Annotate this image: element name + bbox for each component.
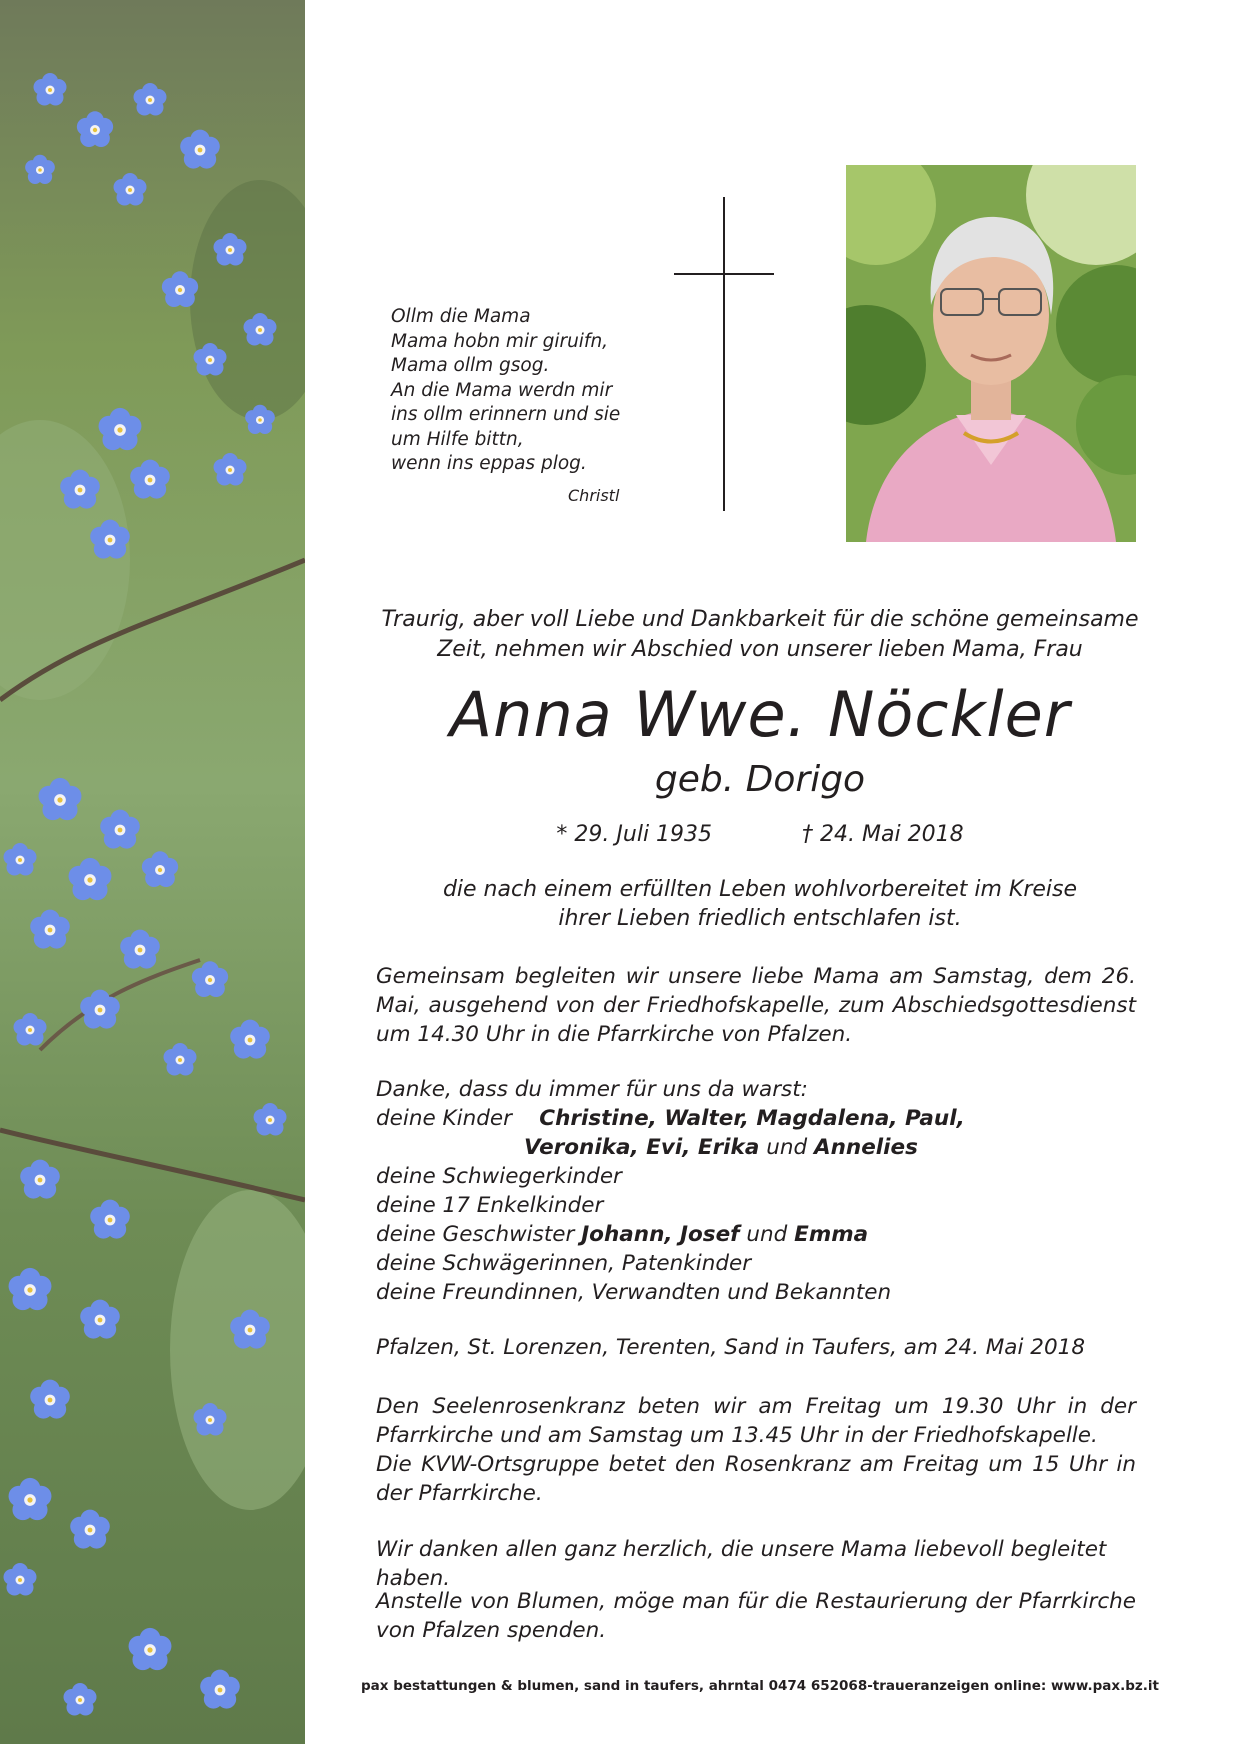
- and-word: und: [746, 1222, 788, 1247]
- mourners-list: [376, 1075, 1136, 1307]
- poem-line: um Hilfe bittn,: [391, 428, 524, 450]
- life-dates: [340, 820, 1180, 850]
- children-label: deine Kinder: [376, 1106, 512, 1131]
- peace-text: [340, 875, 1180, 933]
- poem-author: Christl: [568, 486, 620, 505]
- birth-date: * 29. Juli 1935: [556, 822, 713, 847]
- children-names: Annelies: [813, 1135, 918, 1160]
- donation-text: Anstelle von Blumen, möge man für die Restaurierung der Pfarrkirche von Pfalzen spenden.: [376, 1589, 1136, 1643]
- thanks-text: Wir danken allen ganz herzlich, die unsere Mama liebevoll begleitet haben.: [376, 1537, 1107, 1591]
- death-date: † 24. Mai 2018: [802, 822, 964, 847]
- peace-line: die nach einem erfüllten Leben wohlvorbereitet im Kreise: [442, 877, 1078, 902]
- poem-line: An die Mama werdn mir: [391, 379, 613, 401]
- poem-line: Mama hobn mir giruifn,: [391, 330, 609, 352]
- thanks-line: Danke, dass du immer für uns da warst:: [376, 1077, 808, 1102]
- sisters-in-law-line: deine Schwägerinnen, Patenkinder: [376, 1251, 752, 1276]
- in-laws-line: deine Schwiegerkinder: [376, 1164, 622, 1189]
- siblings-names: Johann, Josef: [581, 1222, 740, 1247]
- poem: [391, 305, 651, 477]
- grandchildren-line: deine 17 Enkelkinder: [376, 1193, 604, 1218]
- peace-line: ihrer Lieben friedlich entschlafen ist.: [558, 906, 962, 931]
- deceased-name: Anna Wwe. Nöckler: [449, 678, 1071, 751]
- and-word: und: [766, 1135, 808, 1160]
- rosary-paragraph: Die KVW-Ortsgruppe betet den Rosenkranz am Freitag um 15 Uhr in der Pfarrkirche.: [376, 1452, 1136, 1506]
- maiden-name: geb. Dorigo: [654, 759, 866, 800]
- siblings-line: [376, 1220, 1136, 1249]
- siblings-label: deine Geschwister: [376, 1222, 575, 1247]
- siblings-names: Emma: [794, 1222, 869, 1247]
- rosary-text: [376, 1392, 1136, 1508]
- poem-line: ins ollm erinnern und sie: [391, 404, 621, 425]
- forget-me-not-flower-image: [0, 0, 305, 1744]
- rosary-paragraph: Den Seelenrosenkranz beten wir am Freitag um 19.30 Uhr in der Pfarrkirche und am Samstag um 13.45 Uhr in der Friedhofskapelle.: [376, 1394, 1136, 1448]
- intro-line: Zeit, nehmen wir Abschied von unserer lieben Mama, Frau: [437, 637, 1083, 662]
- portrait-photo: [846, 165, 1136, 542]
- children-line: [376, 1104, 1136, 1133]
- children-line-2: [376, 1133, 1136, 1162]
- poem-line: Mama ollm gsog.: [391, 355, 550, 376]
- intro-text: [340, 605, 1180, 665]
- place-date: Pfalzen, St. Lorenzen, Terenten, Sand in Taufers, am 24. Mai 2018: [376, 1335, 1085, 1360]
- funeral-text: Gemeinsam begleiten wir unsere liebe Mama am Samstag, dem 26. Mai, ausgehend von der Friedhofskapelle, zum Abschiedsgottesdienst um 14.30 Uhr in die Pfarrkirche von Pfalzen.: [376, 964, 1136, 1047]
- children-names: Veronika, Evi, Erika: [524, 1135, 760, 1160]
- poem-line: Ollm die Mama: [391, 306, 531, 327]
- friends-line: deine Freundinnen, Verwandten und Bekannten: [376, 1280, 892, 1305]
- intro-line: Traurig, aber voll Liebe und Dankbarkeit für die schöne gemeinsame: [381, 607, 1139, 632]
- poem-line: wenn ins eppas plog.: [391, 453, 587, 474]
- children-names: Christine, Walter, Magdalena, Paul,: [539, 1106, 965, 1131]
- footer-credit: pax bestattungen & blumen, sand in taufers, ahrntal 0474 652068-traueranzeigen online: www.pax.bz.it: [361, 1678, 1159, 1694]
